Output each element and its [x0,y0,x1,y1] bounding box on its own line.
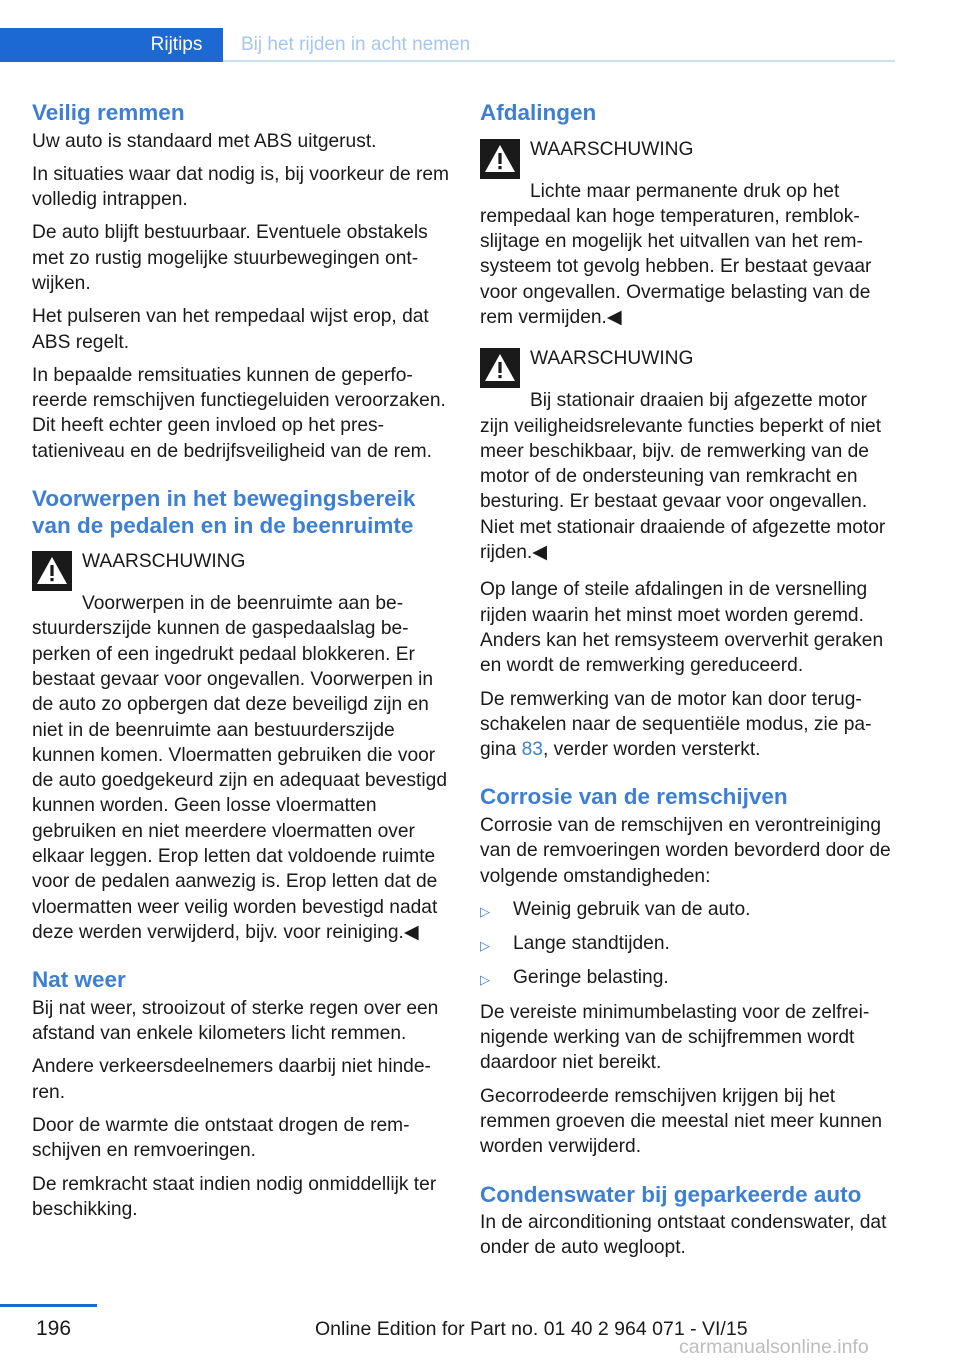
warning-label: WAARSCHUWING [530,138,694,160]
paragraph: Het pulseren van het rempedaal wijst erop, dat ABS regelt. [32,306,429,353]
paragraph: In bepaalde remsituaties kunnen de geperforeerde remschijven functiegeluiden veroorzaken. Dit heeft echter geen invloed op het prestatieniveau en de bedrijfsveiligheid van de rem. [32,364,446,462]
right-column [480,100,898,1269]
text-segment: , verder worden versterkt. [542,739,761,761]
list-item [480,965,898,992]
warning-block [480,344,898,565]
warning-label: WAARSCHUWING [530,348,694,370]
bullet-list [480,897,898,993]
paragraph: Corrosie van de remschijven en verontreiniging van de remvoeringen worden bevorderd door de volgende omstandigheden: [480,814,891,887]
warning-block [32,547,450,945]
triangle-bullet-icon: ▷ [480,903,490,919]
paragraph: De remkracht staat indien nodig onmiddellijk ter beschikking. [32,1173,437,1220]
triangle-bullet-icon: ▷ [480,938,490,954]
page-number: 196 [36,1317,72,1340]
warning-block [480,135,898,331]
warning-text: Voorwerpen in de beenruimte aan bestuurderszijde kunnen de gaspedaalslag beperken of een ingedrukt pedaal blokkeren. Er bestaat gevaar voor ongevallen. Voorwerpen in de auto zo opbergen dat deze beveiligd zijn en niet in de beenruimte aan bestuurderszijde kunnen komen. Vloermatten gebruiken die voor de auto goedgekeurd zijn en adequaat bevestigd kunnen worden. Geen losse vloermatten gebruiken en niet meerdere vloermatten over elkaar leggen. Erop letten dat voldoende ruimte voor de pedalen aanwezig is. Erop letten dat de vloermatten weer veilig worden bevestigd nadat deze werden verwijderd, bijv. voor reiniging.◀ [32,593,447,943]
edition-line: Online Edition for Part no. 01 40 2 964 071 - VI/15 [315,1318,748,1340]
list-item [480,931,898,958]
warning-text: Lichte maar permanente druk op het rempedaal kan hoge temperaturen, remblokslijtage en mogelijk het uitvallen van het remsysteem tot gevolg hebben. Er bestaat gevaar voor ongevallen. Overmatige belasting van de rem vermijden.◀ [480,180,872,328]
warning-triangle-icon [32,551,72,591]
warning-text: Bij stationair draaien bij afgezette motor zijn veiligheidsrelevante functies beperkt of niet meer beschikbaar, bijv. de remwerking van de motor of de ondersteuning van remkracht en besturing. Er bestaat gevaar voor ongevallen. Niet met stationair draaiende of afgezette motor rijden.◀ [480,390,886,564]
heading-corrosie: Corrosie van de remschijven [480,784,788,810]
warning-triangle-icon [480,139,520,179]
header-rule [223,60,895,62]
paragraph: Andere verkeersdeelnemers daarbij niet hinderen. [32,1056,431,1103]
paragraph: In de airconditioning ontstaat condenswater, dat onder de auto wegloopt. [480,1212,887,1259]
paragraph: Uw auto is standaard met ABS uitgerust. [32,130,377,152]
heading-veilig-remmen: Veilig remmen [32,100,185,125]
warning-label: WAARSCHUWING [82,551,246,573]
paragraph-with-page-ref [480,687,898,763]
watermark: carmanualsonline.info [679,1336,869,1358]
paragraph: De auto blijft bestuurbaar. Eventuele obstakels met zo rustig mogelijke stuurbewegingen ontwijken. [32,222,428,294]
heading-afdalingen: Afdalingen [480,100,597,125]
list-item-text: Weinig gebruik van de auto. [513,898,751,920]
page-header [0,0,960,64]
header-accent-bar [0,28,130,62]
paragraph: Op lange of steile afdalingen in de versnelling rijden waarin het minst moet worden geremd. Anders kan het remsysteem oververhit geraken en wordt de remwerking gereduceerd. [480,579,884,677]
left-column [32,100,450,1230]
heading-voorwerpen: Voorwerpen in het bewegingsbereik van de pedalen en in de beenruimte [32,486,416,538]
text-segment: De remwerking van de motor kan door terugschakelen naar de sequentiële modus, zie pagina [480,688,872,761]
page-reference-link[interactable]: 83 [521,739,543,761]
list-item-text: Lange standtijden. [513,933,670,955]
paragraph: Door de warmte die ontstaat drogen de remschijven en remvoeringen. [32,1114,410,1162]
warning-triangle-icon [480,348,520,388]
header-chapter-title: Bij het rijden in acht nemen [241,34,471,55]
header-section-tab: Rijtips [130,28,223,62]
paragraph: Bij nat weer, strooizout of sterke regen over een afstand van enkele kilometers licht remmen. [32,997,439,1045]
list-item [480,897,898,924]
paragraph: De vereiste minimumbelasting voor de zelfreinigende werking van de schijfremmen wordt daardoor niet bereikt. [480,1001,870,1074]
triangle-bullet-icon: ▷ [480,972,490,988]
heading-nat-weer: Nat weer [32,967,126,993]
paragraph: Gecorrodeerde remschijven krijgen bij het remmen groeven die meestal niet meer kunnen worden verwijderd. [480,1085,883,1158]
heading-condenswater: Condenswater bij geparkeerde auto [480,1181,862,1207]
footer-rule [0,1304,97,1307]
list-item-text: Geringe belasting. [513,967,669,989]
paragraph: In situaties waar dat nodig is, bij voorkeur de rem volledig intrappen. [32,163,450,211]
